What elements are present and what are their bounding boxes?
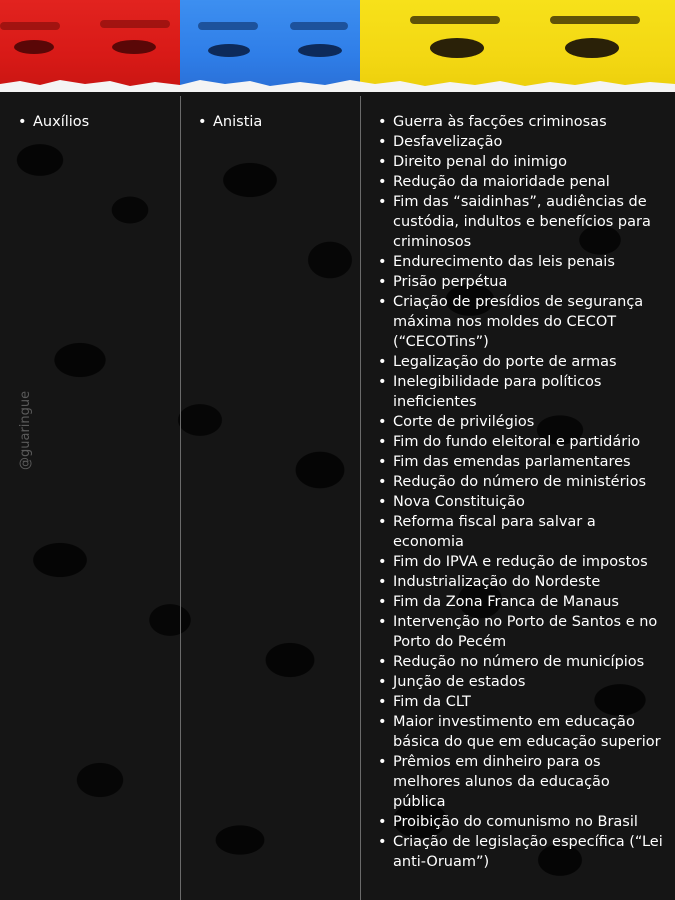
column-divider-1 — [180, 96, 181, 900]
list-item: • Nova Constituição — [378, 492, 663, 512]
list-item: • Industrialização do Nordeste — [378, 572, 663, 592]
left-column — [18, 112, 173, 132]
list-item: • Guerra às facções criminosas — [378, 112, 663, 132]
eye-left — [208, 44, 250, 57]
list-item: • Reforma fiscal para salvar a economia — [378, 512, 663, 552]
eye-left — [430, 38, 484, 58]
middle-column — [198, 112, 353, 132]
eye-right — [112, 40, 156, 54]
list-item: • Fim do fundo eleitoral e partidário — [378, 432, 663, 452]
list-item: • Fim do IPVA e redução de impostos — [378, 552, 663, 572]
list-item: • Maior investimento em educação básica do que em educação superior — [378, 712, 663, 752]
list-item: • Prisão perpétua — [378, 272, 663, 292]
list-item: • Fim das emendas parlamentares — [378, 452, 663, 472]
eyebrow-left — [410, 16, 500, 24]
list-item: • Desfavelização — [378, 132, 663, 152]
list-item: • Redução do número de ministérios — [378, 472, 663, 492]
list-item: • Prêmios em dinheiro para os melhores alunos da educação pública — [378, 752, 663, 812]
left-column-list — [18, 112, 173, 132]
list-item: • Proibição do comunismo no Brasil — [378, 812, 663, 832]
list-item: • Fim da Zona Franca de Manaus — [378, 592, 663, 612]
eye-left — [14, 40, 54, 54]
torn-paper-edge — [0, 78, 675, 92]
eyebrow-left — [198, 22, 258, 30]
list-item: • Inelegibilidade para políticos ineficientes — [378, 372, 663, 412]
list-item: • Endurecimento das leis penais — [378, 252, 663, 272]
eye-right — [298, 44, 342, 57]
eyebrow-right — [290, 22, 348, 30]
list-item: • Anistia — [198, 112, 353, 132]
list-item: • Redução da maioridade penal — [378, 172, 663, 192]
right-column — [378, 112, 663, 872]
eye-right — [565, 38, 619, 58]
watermark: @guaringue — [18, 390, 33, 470]
list-item: • Intervenção no Porto de Santos e no Porto do Pecém — [378, 612, 663, 652]
eyebrow-right — [550, 16, 640, 24]
list-item: • Auxílios — [18, 112, 173, 132]
list-item: • Direito penal do inimigo — [378, 152, 663, 172]
eyebrow-left — [0, 22, 60, 30]
list-item: • Legalização do porte de armas — [378, 352, 663, 372]
column-divider-2 — [360, 96, 361, 900]
eyebrow-right — [100, 20, 170, 28]
right-column-list — [378, 112, 663, 872]
list-item: • Criação de legislação específica (“Lei anti-Oruam”) — [378, 832, 663, 872]
list-item: • Redução no número de municípios — [378, 652, 663, 672]
middle-column-list — [198, 112, 353, 132]
list-item: • Corte de privilégios — [378, 412, 663, 432]
header-photo-strip — [0, 0, 675, 92]
list-item: • Fim da CLT — [378, 692, 663, 712]
list-item: • Fim das “saidinhas”, audiências de custódia, indultos e benefícios para criminosos — [378, 192, 663, 252]
list-item: • Criação de presídios de segurança máxima nos moldes do CECOT (“CECOTins”) — [378, 292, 663, 352]
list-item: • Junção de estados — [378, 672, 663, 692]
